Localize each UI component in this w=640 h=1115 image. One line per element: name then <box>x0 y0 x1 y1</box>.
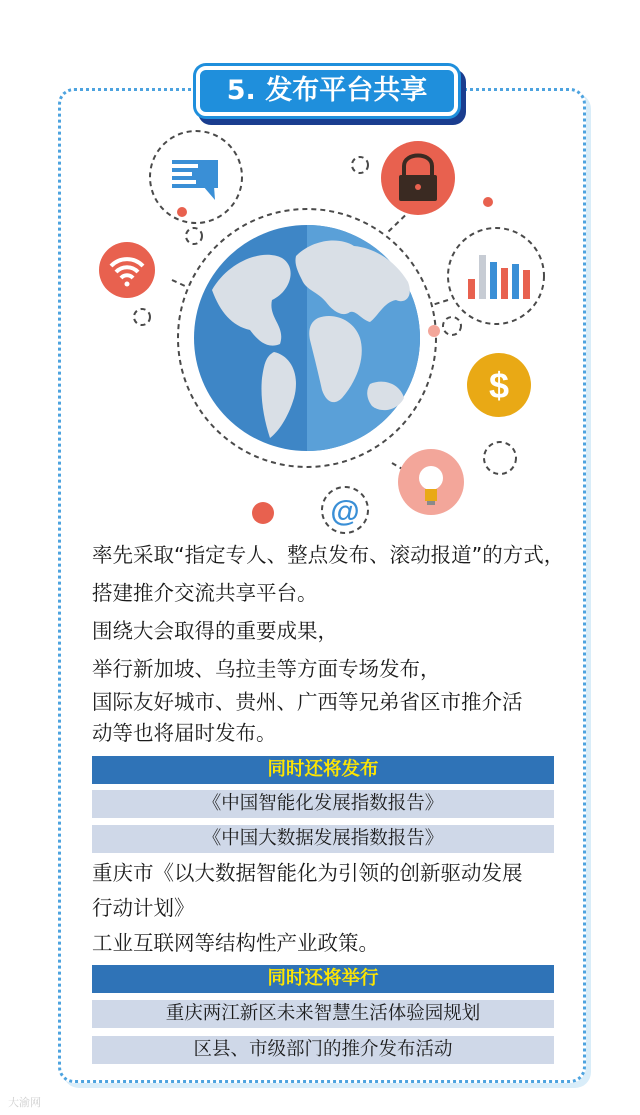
event-item: 区县、市级部门的推介发布活动 <box>92 1036 554 1064</box>
globe-icon <box>194 225 420 451</box>
small-dashed-ring <box>186 228 202 244</box>
section-title: 5. 发布平台共享 <box>196 66 458 116</box>
body-line: 国际友好城市、贵州、广西等兄弟省区市推介活 <box>92 690 523 714</box>
dollar-icon <box>467 353 531 417</box>
illustration <box>0 0 640 540</box>
small-dashed-ring <box>484 442 516 474</box>
report-item: 《中国智能化发展指数报告》 <box>92 790 554 818</box>
section-heading: 同时还将举行 <box>92 965 554 993</box>
body-line: 率先采取“指定专人、整点发布、滚动报道”的方式， <box>92 543 565 567</box>
chat-icon <box>166 160 218 200</box>
body-line: 动等也将届时发布。 <box>92 721 277 745</box>
small-dashed-ring <box>134 309 150 325</box>
lightbulb-icon <box>398 449 464 515</box>
small-dashed-ring <box>352 157 368 173</box>
at-sign-icon <box>330 495 359 528</box>
small-dashed-ring <box>443 317 461 335</box>
body-line: 举行新加坡、乌拉圭等方面专场发布， <box>92 657 441 681</box>
body-line: 围绕大会取得的重要成果， <box>92 619 338 643</box>
lock-icon <box>381 141 455 215</box>
section-heading: 同时还将发布 <box>92 756 554 784</box>
bar-chart-icon <box>468 255 530 299</box>
body-line: 搭建推介交流共享平台。 <box>92 581 318 605</box>
body-line: 工业互联网等结构性产业政策。 <box>92 931 379 955</box>
report-item: 《中国大数据发展指数报告》 <box>92 825 554 853</box>
event-item: 重庆两江新区未来智慧生活体验园规划 <box>92 1000 554 1028</box>
wifi-icon <box>99 242 155 298</box>
dollar-symbol: $ <box>488 365 510 406</box>
body-line: 行动计划》 <box>92 896 195 920</box>
at-symbol: @ <box>330 495 360 528</box>
body-line: 重庆市《以大数据智能化为引领的创新驱动发展 <box>92 861 523 885</box>
watermark: 大渝网 <box>8 1096 41 1109</box>
